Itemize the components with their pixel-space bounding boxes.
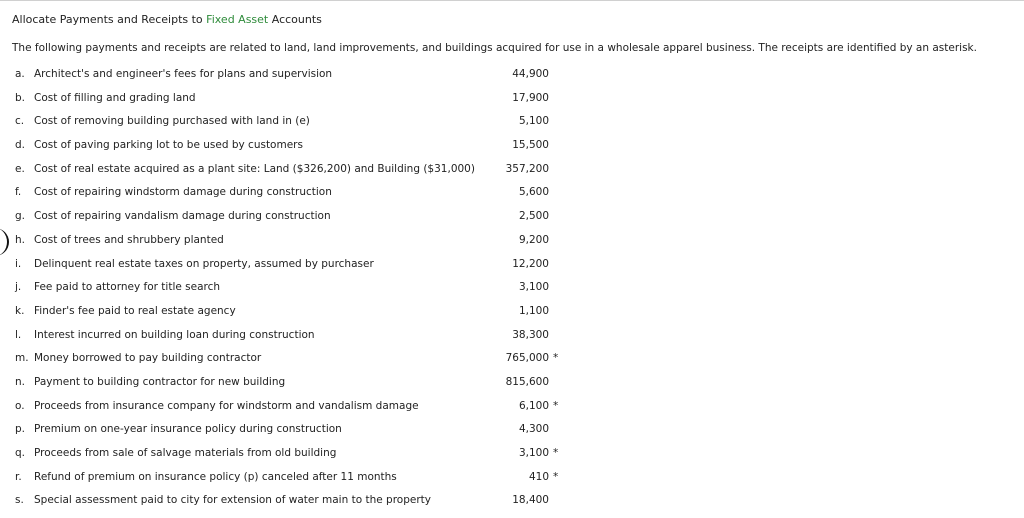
item-letter: n. [15, 375, 25, 388]
list-item [0, 256, 620, 280]
item-letter: o. [15, 399, 25, 412]
title-prefix: Allocate Payments and Receipts to [12, 13, 207, 26]
list-item [0, 421, 620, 445]
list-item [0, 374, 620, 398]
item-amount: 410 [528, 470, 549, 483]
item-amount: 6,100 [518, 399, 549, 412]
item-amount: 17,900 [512, 91, 549, 104]
item-description: Interest incurred on building loan during construction [34, 328, 315, 341]
item-amount: 2,500 [518, 210, 549, 223]
item-letter: p. [15, 423, 26, 436]
item-letter: r. [15, 470, 22, 483]
intro-text: The following payments and receipts are related to land, land improvements, and buildings acquired for use in a wholesale apparel business. The receipts are identified by an asterisk. [12, 42, 977, 54]
item-description: Money borrowed to pay building contractor [34, 352, 262, 365]
item-description: Payment to building contractor for new building [34, 375, 286, 388]
item-amount: 1,100 [518, 304, 549, 317]
item-letter: f. [15, 186, 22, 199]
item-letter: s. [15, 494, 24, 507]
top-divider [0, 0, 1024, 1]
item-amount: 765,000 [505, 352, 549, 365]
item-amount: 3,100 [518, 447, 549, 459]
item-description: Cost of paving parking lot to be used by customers [34, 139, 303, 152]
transaction-list [0, 66, 620, 516]
item-letter: m. [15, 352, 29, 365]
list-item [0, 303, 620, 327]
item-description: Proceeds from insurance company for windstorm and vandalism damage [34, 399, 419, 412]
item-description: Cost of trees and shrubbery planted [34, 233, 224, 246]
list-item [0, 161, 620, 185]
receipt-asterisk: * [553, 470, 559, 483]
list-item [0, 208, 620, 232]
item-letter: b. [15, 91, 26, 104]
list-item [0, 469, 620, 493]
item-description: Fee paid to attorney for title search [34, 281, 221, 294]
item-description: Cost of filling and grading land [34, 91, 196, 104]
item-description: Cost of removing building purchased with land in (e) [34, 115, 310, 128]
item-description: Cost of repairing windstorm damage during construction [34, 186, 332, 199]
list-item [0, 90, 620, 114]
list-item [0, 113, 620, 137]
item-letter: c. [15, 115, 25, 128]
item-letter: i. [15, 257, 22, 270]
item-letter: l. [15, 328, 22, 341]
item-description: Architect's and engineer's fees for plans and supervision [34, 68, 333, 80]
item-description: Refund of premium on insurance policy (p) canceled after 11 months [34, 470, 397, 483]
item-letter: d. [15, 139, 26, 152]
list-item [0, 350, 620, 374]
item-amount: 815,600 [505, 375, 549, 388]
item-amount: 12,200 [512, 257, 549, 270]
list-item [0, 137, 620, 161]
item-amount: 15,500 [512, 139, 549, 152]
item-letter: g. [15, 210, 26, 223]
list-item [0, 66, 620, 90]
item-description: Cost of real estate acquired as a plant site: Land ($326,200) and Building ($31,000) [34, 162, 475, 175]
list-item [0, 279, 620, 303]
item-letter: q. [15, 447, 26, 459]
list-item [0, 327, 620, 351]
item-amount: 5,100 [518, 115, 549, 128]
receipt-asterisk: * [553, 352, 559, 365]
receipt-asterisk: * [553, 399, 559, 412]
list-item [0, 232, 620, 256]
item-description: Proceeds from sale of salvage materials from old building [34, 447, 337, 459]
item-amount: 18,400 [512, 494, 549, 507]
item-description: Premium on one-year insurance policy during construction [34, 423, 342, 436]
item-amount: 357,200 [505, 162, 549, 175]
item-letter: k. [15, 304, 25, 317]
item-amount: 9,200 [518, 233, 549, 246]
item-amount: 5,600 [518, 186, 549, 199]
receipt-asterisk: * [553, 447, 559, 459]
item-amount: 4,300 [518, 423, 549, 436]
list-item [0, 184, 620, 208]
title-suffix: Accounts [268, 13, 322, 26]
item-description: Special assessment paid to city for extension of water main to the property [34, 494, 431, 507]
fixed-asset-link[interactable]: Fixed Asset [206, 13, 269, 26]
item-letter: e. [15, 162, 25, 175]
list-item [0, 492, 620, 516]
page-title [12, 12, 322, 28]
item-letter: h. [15, 233, 25, 246]
item-amount: 38,300 [512, 328, 549, 341]
list-item [0, 398, 620, 422]
item-amount: 3,100 [518, 281, 549, 294]
item-description: Delinquent real estate taxes on property, assumed by purchaser [34, 257, 374, 270]
item-letter: j. [15, 281, 22, 294]
item-description: Finder's fee paid to real estate agency [34, 304, 236, 317]
item-amount: 44,900 [512, 68, 549, 80]
item-description: Cost of repairing vandalism damage during construction [34, 210, 331, 223]
item-letter: a. [15, 68, 25, 80]
list-item [0, 445, 620, 469]
